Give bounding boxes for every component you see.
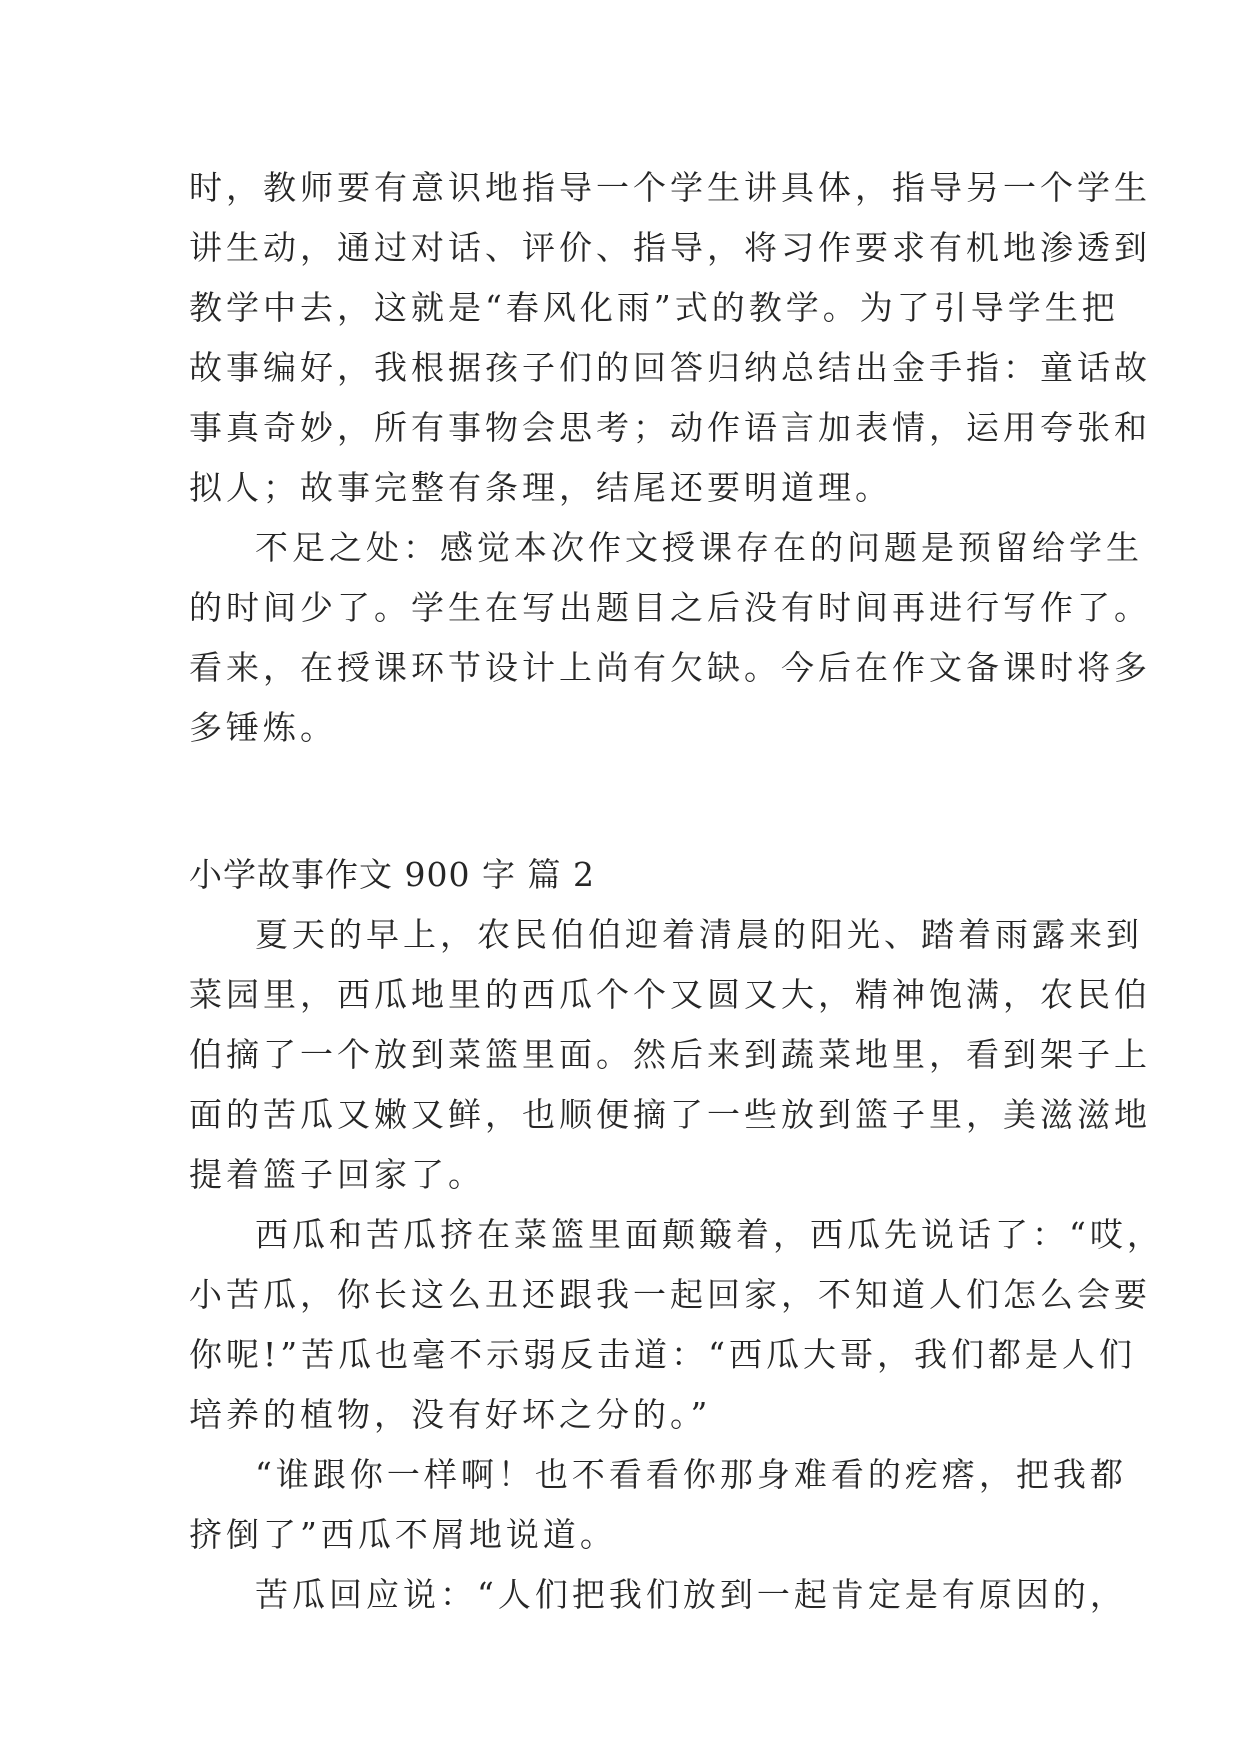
text-line: 夏天的早上，农民伯伯迎着清晨的阳光、踏着雨露来到: [255, 915, 1143, 954]
document-body: [189, 158, 1164, 1625]
text-line: 的时间少了。学生在写出题目之后没有时间再进行写作了。: [189, 588, 1151, 627]
text-line: 多锤炼。: [189, 708, 337, 747]
text-line: “谁跟你一样啊！也不看看你那身难看的疙瘩，把我都: [255, 1455, 1127, 1494]
text-line: 伯摘了一个放到菜篮里面。然后来到蔬菜地里，看到架子上: [189, 1035, 1151, 1074]
text-line: 苦瓜回应说：“人们把我们放到一起肯定是有原因的，: [255, 1575, 1127, 1614]
text-line: 教学中去，这就是“春风化雨”式的教学。为了引导学生把: [189, 288, 1119, 327]
text-line: 小苦瓜，你长这么丑还跟我一起回家，不知道人们怎么会要: [189, 1275, 1151, 1314]
paragraph: [189, 518, 1151, 758]
text-line: 菜园里，西瓜地里的西瓜个个又圆又大，精神饱满，农民伯: [189, 975, 1151, 1014]
paragraph: [189, 1205, 1164, 1445]
paragraph: [189, 158, 1151, 518]
text-line: 故事编好，我根据孩子们的回答归纳总结出金手指：童话故: [189, 348, 1151, 387]
text-line: 拟人；故事完整有条理，结尾还要明道理。: [189, 468, 892, 507]
text-line: 时，教师要有意识地指导一个学生讲具体，指导另一个学生: [189, 168, 1151, 207]
text-line: 西瓜和苦瓜挤在菜篮里面颠簸着，西瓜先说话了：“哎，: [255, 1215, 1164, 1254]
text-line: 不足之处：感觉本次作文授课存在的问题是预留给学生: [255, 528, 1143, 567]
text-line: 讲生动，通过对话、评价、指导，将习作要求有机地渗透到: [189, 228, 1151, 267]
text-line: 面的苦瓜又嫩又鲜，也顺便摘了一些放到篮子里，美滋滋地: [189, 1095, 1151, 1134]
paragraph: [189, 1445, 1127, 1565]
text-line: 提着篮子回家了。: [189, 1155, 485, 1194]
text-line: 看来，在授课环节设计上尚有欠缺。今后在作文备课时将多: [189, 648, 1151, 687]
paragraph: [189, 1565, 1127, 1625]
text-line: 事真奇妙，所有事物会思考；动作语言加表情，运用夸张和: [189, 408, 1151, 447]
paragraph: [189, 905, 1151, 1205]
text-line: 培养的植物，没有好坏之分的。”: [189, 1395, 712, 1434]
section-spacer: [189, 758, 1069, 845]
section-heading: 小学故事作文 900 字 篇 2: [189, 855, 595, 894]
text-line: 挤倒了”西瓜不屑地说道。: [189, 1515, 617, 1554]
text-line: 你呢!”苦瓜也毫不示弱反击道：“西瓜大哥，我们都是人们: [189, 1335, 1137, 1374]
